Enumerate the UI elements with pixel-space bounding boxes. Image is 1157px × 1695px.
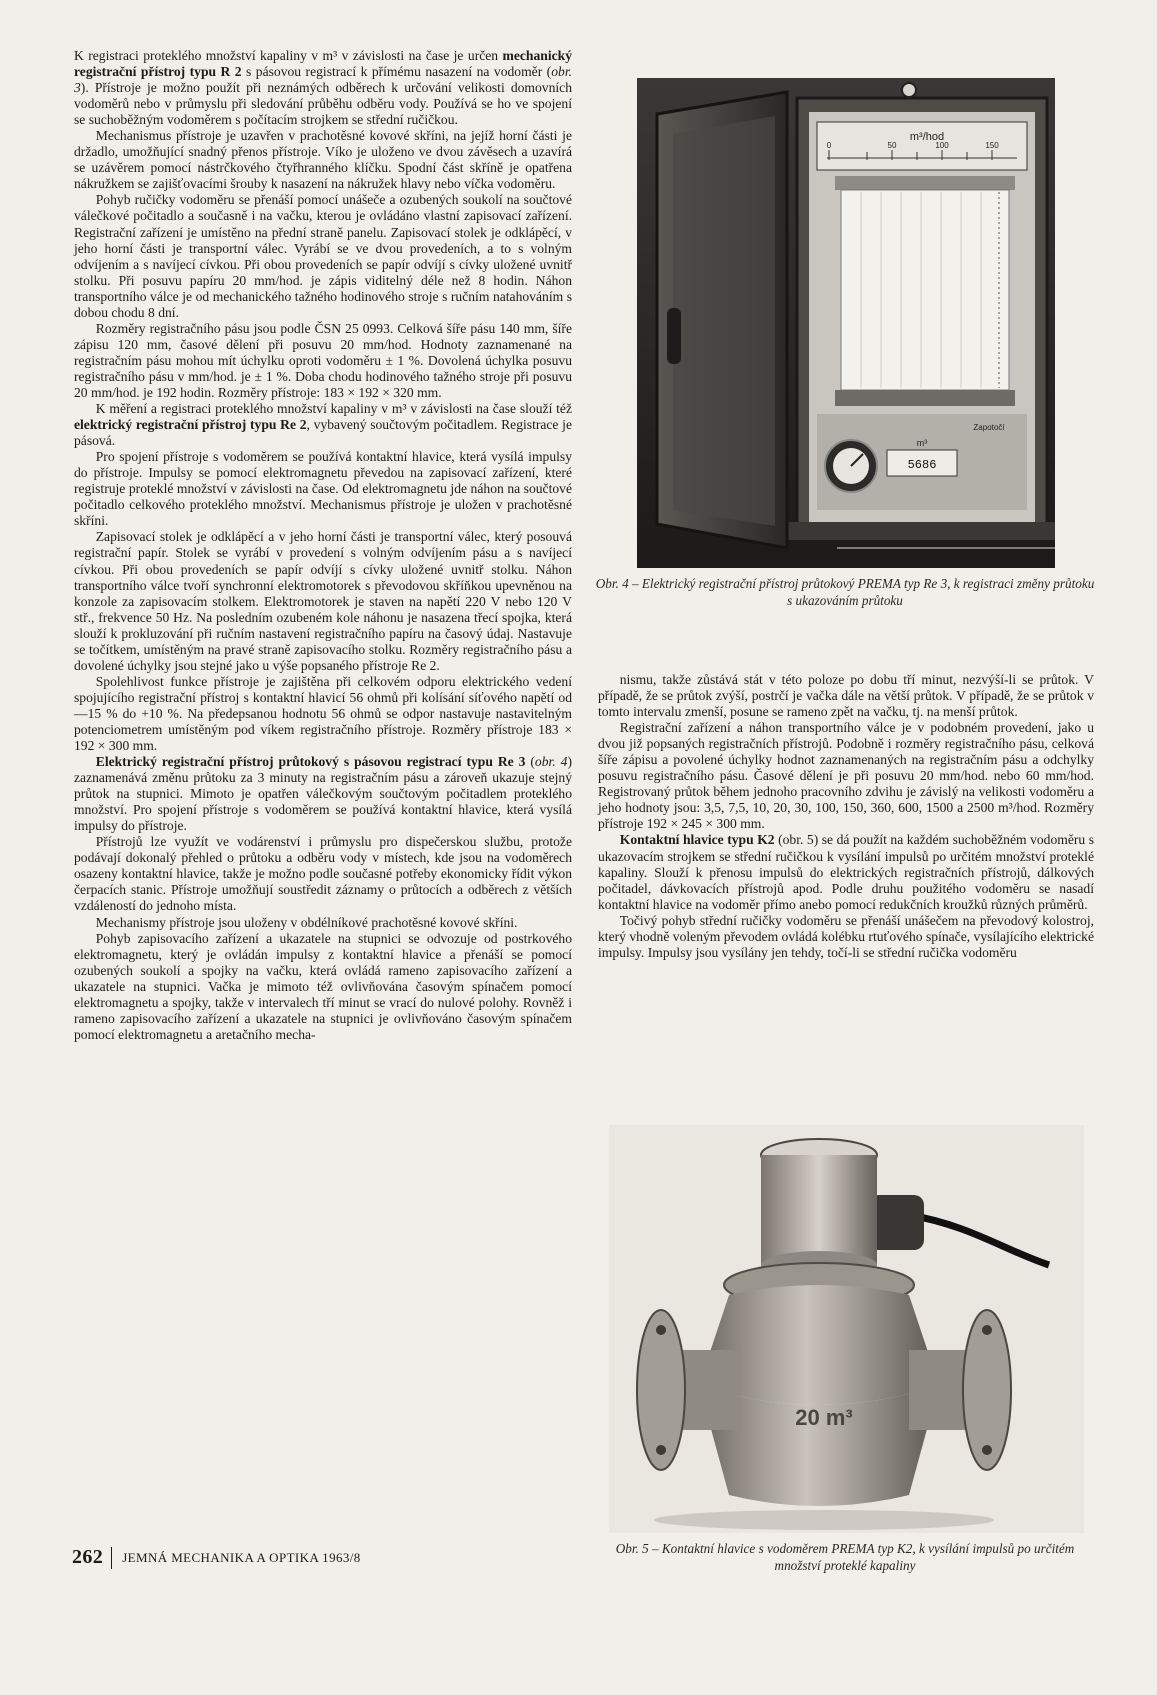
text-segment: Mechanismus přístroje je uzavřen v prachotěsné kovové skříni, na jejíž horní části je držadlo, umožňující snadný přenos přístroje. Víko je uloženo ve dvou závěsech a uzavírá se uzávěrem pomocí nástrčkového čtyřhranného klíčku. Spodní část skříně je opatřena nákružkem se zajišťovacími šrouby k nasazení na nákružek hlavy nebo víčka vodoměru. <box>74 128 572 192</box>
scale-tick-label: 0 <box>826 141 832 150</box>
page-footer <box>72 1546 361 1569</box>
paragraph <box>74 401 572 449</box>
paragraph <box>74 834 572 914</box>
text-segment: Spolehlivost funkce přístroje je zajištěna při celkovém odporu elektrického vedení spojujícího registrační přístroj s kontaktní hlavicí 56 ohmů při kolísání síťového napětí od —15 % do +10 %. Na předepsanou hodnotu 56 ohmů se odpor nastavuje nastavitelným potenciometrem umístěným pod víkem registračního přístroje. Rozměry přístroje 183 × 192 × 300 mm. <box>74 673 572 754</box>
text-segment: Pohyb zapisovacího zařízení a ukazatele na stupnici se odvozuje od postrkového elektromagnetu, který je ovládán impulsy z kontaktní hlavice a přenáší se pomocí ozubených soukolí a spojky na vačku, která ovládá rameno zapisovacího zařízení a ukazatele na stupnici. Vačka je mimoto též ovlivňována časovým spínačem pomocí elektromagnetu a spojky, takže v intervalech tří minut se vrací do nulové polohy. Rovněž i rameno zapisovacího zařízení a ukazatele na stupnici je ovlivňováno časovým spínačem pomocí elektromagnetu a aretačního mecha- <box>74 930 572 1042</box>
counter-unit-label: m³ <box>916 438 928 448</box>
text-segment: K měření a registraci proteklého množství kapaliny v m³ v závislosti na čase slouží též <box>95 401 572 417</box>
text-segment: Pro spojení přístroje s vodoměrem se používá kontaktní hlavice, která vysílá impulsy do přístroje. Impulsy se pomocí elektromagnetu převedou na zapisovací zařízení, které registruje proteklé množství v závislosti na čase. Od elektromagnetu jde náhon na součtové počitadlo celkového proteklého množství. Mechanismus přístroje je uložen v prachotěsné skříni. <box>74 449 572 529</box>
meter-marking: 20 m³ <box>795 1405 853 1430</box>
text-segment: ) zaznamenává změnu průtoku za 3 minuty na registračním pásu a zároveň ukazuje stejný průtok na stupnici. Mimoto je opatřen válečkovým součtovým počitadlem proteklého množství. Pro spojení přístroje s vodoměrem se používá kontaktní hlavice, která vysílá impulsy do přístroje. <box>74 754 572 834</box>
text-segment: mechanický registrační přístroj typu R 2 <box>74 48 572 80</box>
paragraph <box>74 449 572 529</box>
text-segment: Mechanismy přístroje jsou uloženy v obdélníkové prachotěsné kovové skříni. <box>95 914 518 930</box>
scale-tick-label: 50 <box>887 141 897 150</box>
text-segment: (obr. 5) se dá použít na každém suchoběžném vodoměru s ukazovacím strojkem se střední ručičkou k vysílání impulsů po určitém množství proteklé kapaliny. Slouží k přenosu impulsů do elektrických registračních přístrojů, dálkových počitadel, dávkovacích přístrojů apod. Podle druhu použitého vodoměru se nasadí kontaktní hlavice na vodoměr přímo anebo pomocí redukčních kroužků různých průměrů. <box>598 832 1094 912</box>
text-segment: Zapisovací stolek je odklápěcí a v jeho horní části je transportní válec, který posouvá registrační papír. Stolek se vyrábí v provedení s volným odvíjením pásu a s navíjecí cívkou. Při obou provedeních se papír odvíjí s cívky uložené uvnitř stolku. Náhon transportního válce tvoří synchronní elektromotorek s převodovou skříňkou upevněnou na konzole za zapisovacím stolkem. Elektromotorek je staven na napětí 220 V nebo 120 V stř., frekvence 50 Hz. Na posledním ozubeném kole náhonu je nasazena třecí spojka, která slouží k prokluzování při ručním nastavení registračního papíru na časový údaj. Nastavuje se točítkem, umístěným na pravé straně zapisovacího stolku. Rozměry registračního pásu a dovolené úchylky jsou stejné jako u výše popsaného přístroje Re 2. <box>74 529 572 673</box>
paragraph <box>74 321 572 401</box>
text-segment: elektrický registrační přístroj typu Re 2 <box>74 417 307 433</box>
text-segment: Přístrojů lze využít ve vodárenství i průmyslu pro dispečerskou službu, protože podávají dokonalý přehled o průtoku a odběru vody v místech, kde jsou na vodoměrech osazeny kontaktní hlavice, takže je možno podle současné potřeby ekonomicky řídit výkon čerpacích stanic. Přístroje umožňují soustředit záznamy o průtocích a odběrech z větších vzdáleností do jednoho místa. <box>74 834 572 914</box>
scale-tick-label: 150 <box>985 141 999 150</box>
left-text-column <box>74 48 572 1043</box>
text-segment: Točivý pohyb střední ručičky vodoměru se přenáší unášečem na převodový kolostroj, který vhodně voleným převodem ovládá kolébku rtuťového spínače, vysílajícího elektrické impulsy. Impulsy jsou vysílány jen tehdy, točí-li se střední ručička vodoměru <box>598 912 1094 960</box>
figure-4-photo <box>637 78 1055 568</box>
text-segment: obr. 3 <box>74 64 572 96</box>
text-segment: ). Přístroje je možno použít při neznámých odběrech k určování velikosti domovních vodoměrů nebo v průmyslu při sledování průběhu odběru vody. Používá se ho ve spojení se suchoběžným vodoměrem s počítacím strojkem se střední ručičkou. <box>74 80 572 128</box>
paragraph <box>74 128 572 192</box>
paragraph <box>74 754 572 834</box>
brand-label: Zapotočí <box>973 423 1005 432</box>
paragraph <box>74 529 572 673</box>
paragraph <box>74 915 572 931</box>
page-number: 262 <box>72 1546 104 1568</box>
registration-instrument-illustration <box>637 78 1055 568</box>
paragraph <box>74 931 572 1043</box>
text-segment: Registrační zařízení a náhon transportního válce je v podobném provedení, jako u dvou již popsaných registračních přístrojů. Podobně i rozměry registračního pásu, celková šíře zápisu a povolené úchylky hodnot zaznamenaných na registračním pásu a odchylky posuvu registračního pásu. Časové dělení je při posuvu 20 mm/hod. nebo 60 mm/hod. Registrovaný průtok během jednoho pracovního zdvihu je závislý na velikosti vodoměru a jeho hodnoty jsou: 3,5, 7,5, 10, 20, 30, 100, 150, 360, 600, 1500 a 2500 m³/hod. Rozměry přístroje 192 × 245 × 300 mm. <box>598 720 1094 832</box>
figure-4-caption: Obr. 4 – Elektrický registrační přístroj průtokový PREMA typ Re 3, k registraci změny průtoku s ukazováním průtoku <box>595 576 1095 608</box>
text-segment: Elektrický registrační přístroj průtokový s pásovou registrací typu Re 3 <box>95 754 526 770</box>
paragraph <box>598 672 1094 720</box>
text-segment: , vybavený součtovým počitadlem. Registrace je pásová. <box>74 417 572 449</box>
text-segment: Kontaktní hlavice typu K2 <box>619 832 775 848</box>
paragraph <box>598 913 1094 961</box>
text-segment: ( <box>525 754 535 770</box>
paragraph <box>74 48 572 128</box>
text-segment: obr. 4 <box>534 754 568 770</box>
water-meter-illustration <box>609 1125 1084 1533</box>
text-segment: nismu, takže zůstává stát v této poloze po dobu tří minut, nezvýší-li se průtok. V případě, že se průtok zvýší, postrčí je vačka dále na větší průtok. V případě, že se průtok v tomto intervalu zmenší, posune se rameno zpět na vačku, tj. na menší průtok. <box>598 672 1094 720</box>
paragraph <box>74 674 572 754</box>
text-segment: Rozměry registračního pásu jsou podle ČSN 25 0993. Celková šíře pásu 140 mm, šíře zápisu 120 mm, časové dělení při posuvu 20 mm/hod. Hodnoty zaznamenané na registračním pásu mohou mít úchylku oproti vodoměru ± 1 %. Dovolená úchylka posuvu registračního pásu v mm/hod. je ± 1 %. Doba chodu hodinového tažného stroje při posuvu 20 mm/hod. je 192 hodin. Rozměry přístroje: 183 × 192 × 320 mm. <box>74 320 572 400</box>
paragraph <box>74 192 572 320</box>
text-segment: s pásovou registrací k přímému nasazení na vodoměr ( <box>241 64 552 80</box>
paragraph <box>598 832 1094 912</box>
figure-5-caption: Obr. 5 – Kontaktní hlavice s vodoměrem PREMA typ K2, k vysílání impulsů po určitém množství proteklé kapaliny <box>615 1541 1075 1573</box>
figure-5-photo <box>609 1125 1084 1533</box>
right-text-column <box>598 672 1094 961</box>
scale-unit-label: m³/hod <box>909 131 945 143</box>
paragraph <box>598 720 1094 832</box>
footer-divider <box>111 1547 112 1569</box>
text-segment: K registraci proteklého množství kapaliny v m³ v závislosti na čase je určen <box>74 48 503 63</box>
counter-value: 5686 <box>907 458 937 472</box>
scale-tick-label: 100 <box>935 141 949 150</box>
journal-title: JEMNÁ MECHANIKA A OPTIKA 1963/8 <box>122 1549 361 1565</box>
text-segment: Pohyb ručičky vodoměru se přenáší pomocí unášeče a ozubených soukolí na součtové válečkové počitadlo a současně i na vačku, kterou je ovládáno vlastní zapisovací zařízení. Registrační zařízení je umístěno na přední straně panelu. Zapisovací stolek je odklápěcí, v jeho horní části je transportní válec. Vyrábí se ve dvou provedeních, a to s volným odvíjením a s navíjecí cívkou. Při obou provedeních se papír odvíjí s cívky uložené uvnitř stolku. Při posuvu papíru 20 mm/hod. je zápis viditelný déle než 8 hodin. Náhon transportního válce je od mechanického tažného hodinového stroje s ručním natahováním s dobou chodu 8 dní. <box>74 192 572 320</box>
